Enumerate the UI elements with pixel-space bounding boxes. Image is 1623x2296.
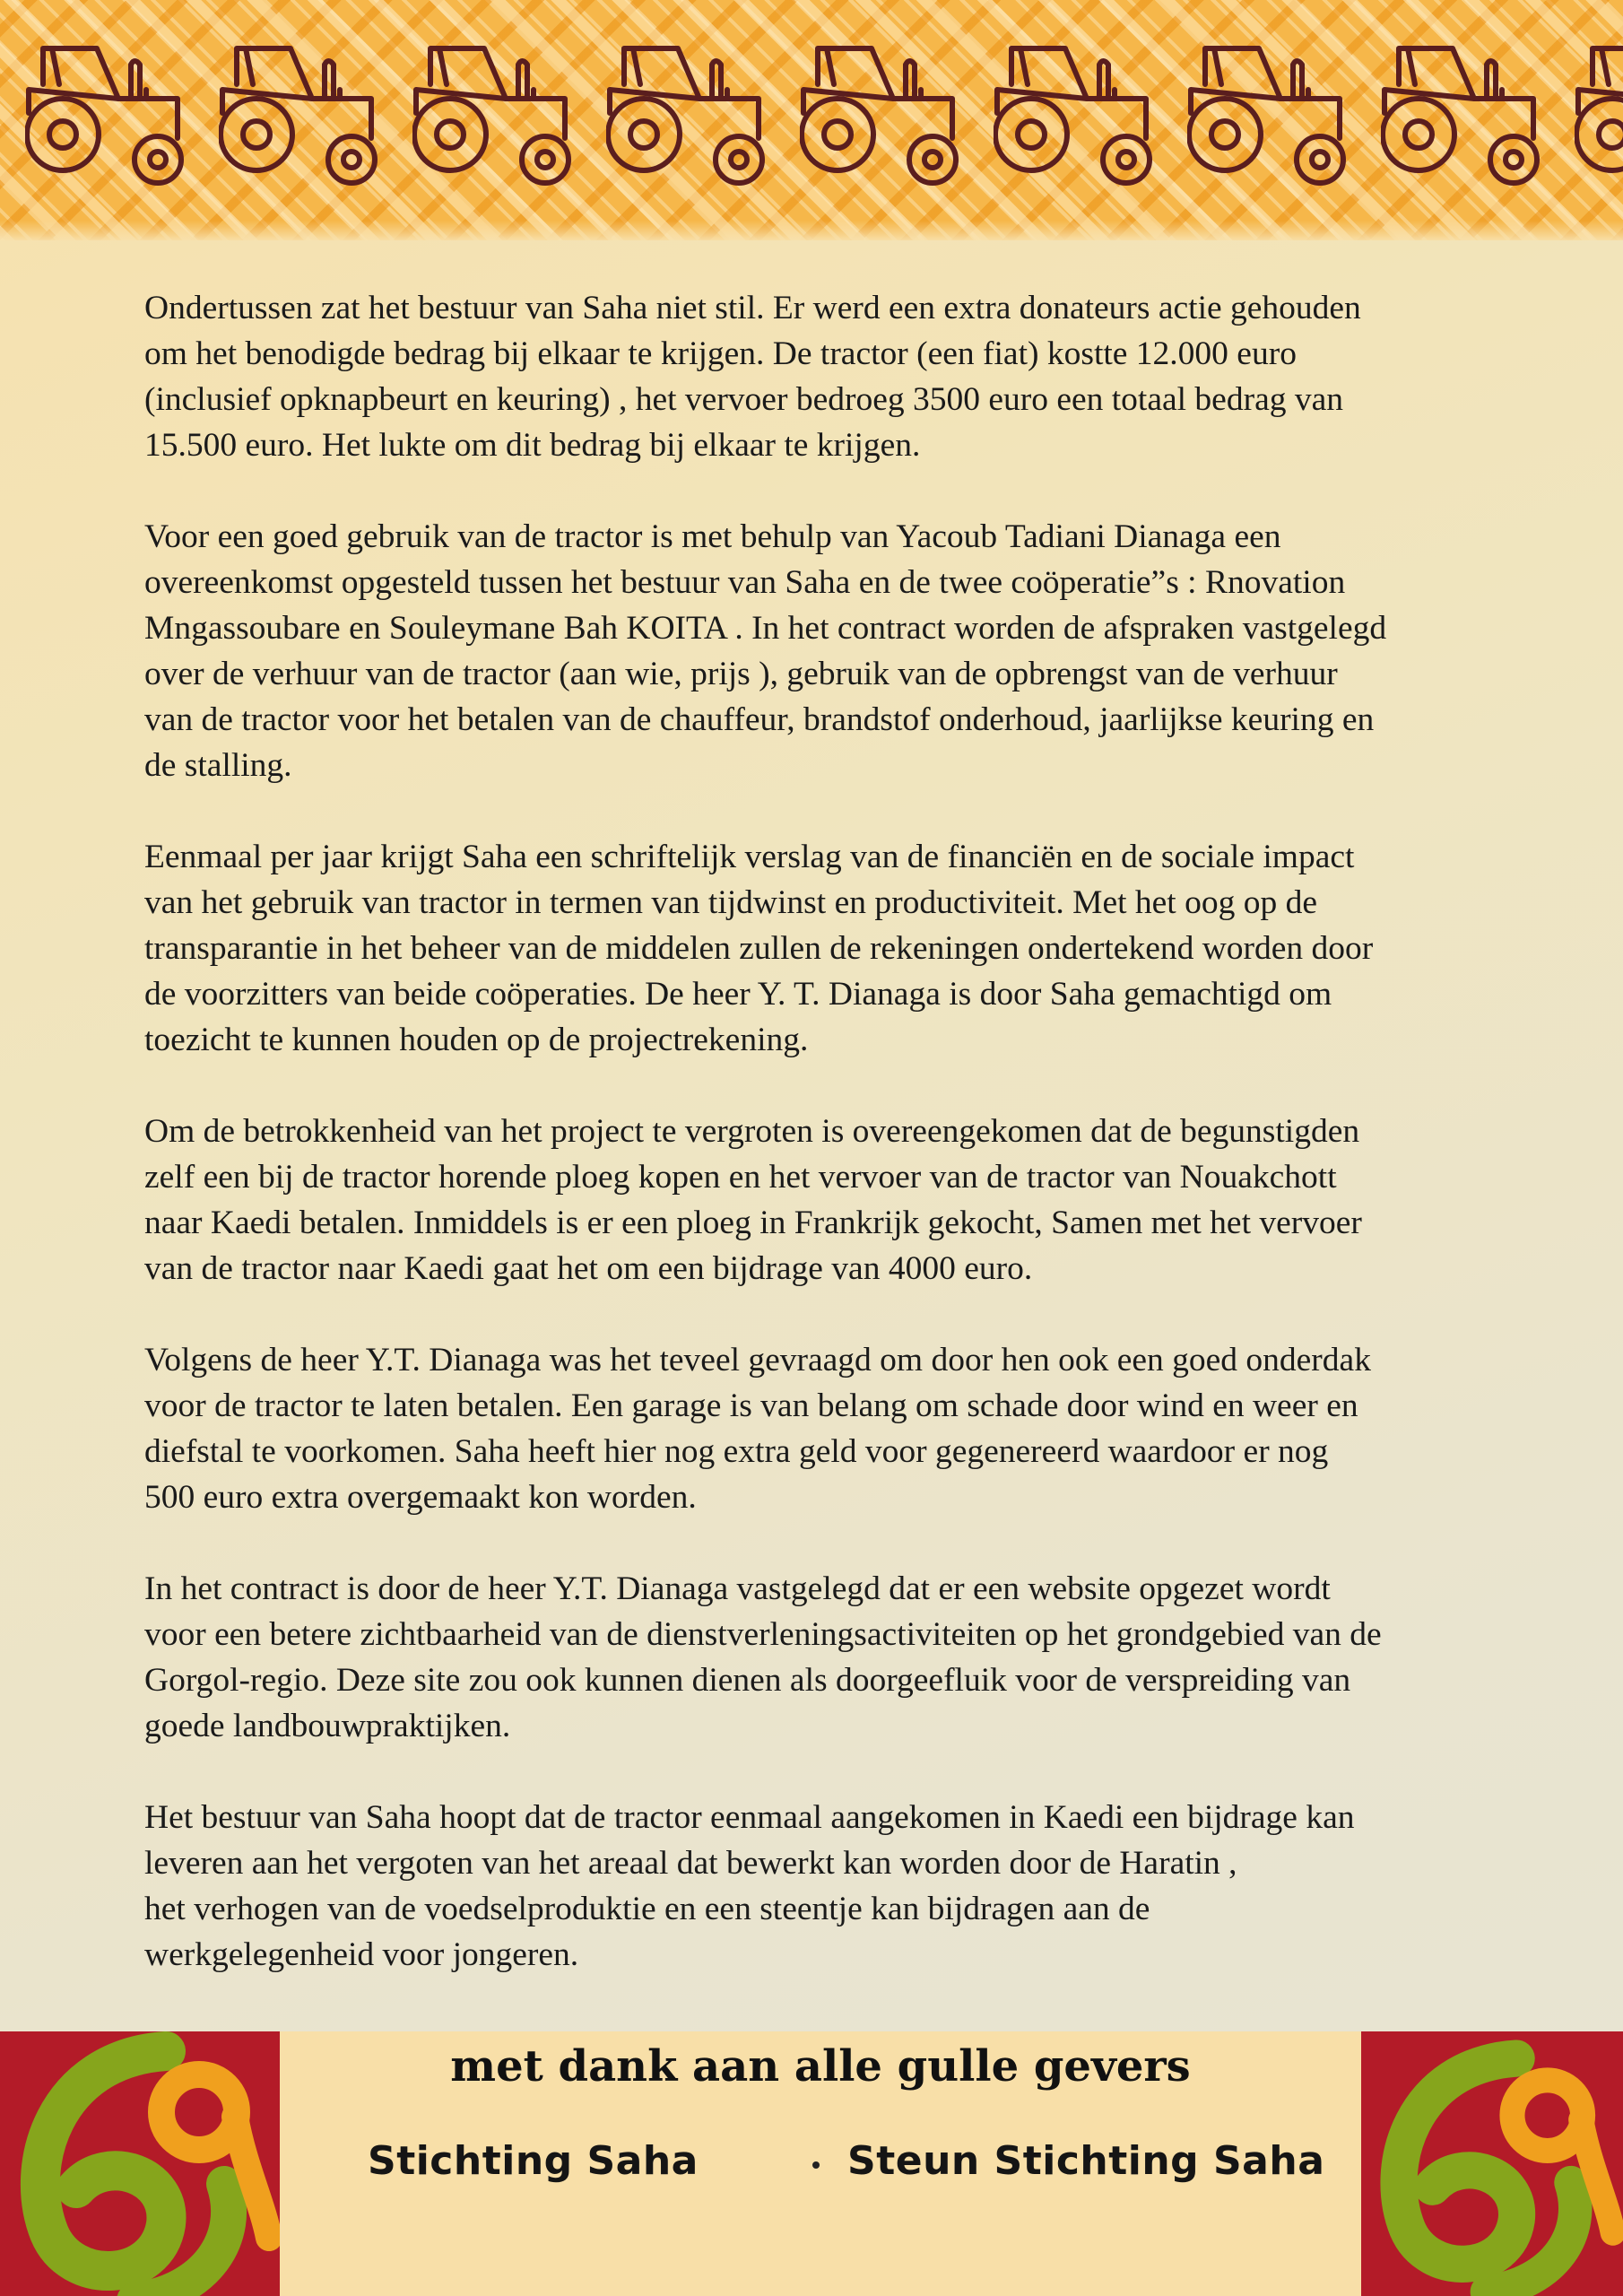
saha-logo-icon — [1361, 2031, 1623, 2296]
tractor-banner — [0, 0, 1623, 240]
tractor-icon — [25, 38, 190, 190]
article-body — [144, 285, 1570, 2023]
saha-logo-icon — [0, 2031, 280, 2296]
tractor-row — [0, 38, 1623, 190]
tractor-icon — [1381, 38, 1546, 190]
paragraph: Het bestuur van Saha hoopt dat de tractor eenmaal aangekomen in Kaedi een bijdrage kan leveren aan het vergoten van het areaal dat bewerkt kan worden door de Haratin , het verhogen van de voedselproduktie en een steentje kan bijdragen aan de werkgelegenheid voor jongeren. — [144, 1799, 1355, 1973]
tractor-icon — [219, 38, 384, 190]
tractor-icon — [1575, 38, 1623, 190]
paragraph: In het contract is door de heer Y.T. Dianaga vastgelegd dat er een website opgezet wordt voor een betere zichtbaarheid van de dienstverleningsactiviteiten op het grondgebied van de Gorgol-regio. Deze site zou ook kunnen dienen als doorgeefluik voor de verspreiding van goede landbouwpraktijken. — [144, 1570, 1382, 1744]
tractor-icon — [800, 38, 965, 190]
thanks-heading: met dank aan alle gulle gevers — [450, 2041, 1191, 2092]
brand-name: Stichting Saha — [368, 2138, 699, 2184]
brand-tagline — [812, 2138, 1324, 2184]
tractor-icon — [412, 38, 577, 190]
paragraph: Ondertussen zat het bestuur van Saha niet stil. Er werd een extra donateurs actie gehouden om het benodigde bedrag bij elkaar te krijgen. De tractor (een fiat) kostte 12.000 euro (inclusief opknapbeurt en keuring) , het vervoer bedroeg 3500 euro een totaal bedrag van 15.500 euro. Het lukte om dit bedrag bij elkaar te krijgen. — [144, 290, 1361, 464]
tractor-icon — [994, 38, 1159, 190]
tractor-icon — [1187, 38, 1352, 190]
brand-tagline-label: Steun Stichting Saha — [847, 2138, 1325, 2184]
paragraph: Volgens de heer Y.T. Dianaga was het teveel gevraagd om door hen ook een goed onderdak voor de tractor te laten betalen. Een garage is van belang om schade door wind en weer en diefstal te voorkomen. Saha heeft hier nog extra geld voor gegenereerd waardoor er nog 500 euro extra overgemaakt kon worden. — [144, 1342, 1371, 1516]
paragraph: Voor een goed gebruik van de tractor is met behulp van Yacoub Tadiani Dianaga een overeenkomst opgesteld tussen het bestuur van Saha en de twee coöperatie”s : Rnovation Mngassoubare en Souleymane Bah KOITA . In het contract worden de afspraken vastgelegd over de verhuur van de tractor (aan wie, prijs ), gebruik van de opbrengst van de verhuur van de tractor voor het betalen van de chauffeur, brandstof onderhoud, jaarlijkse keuring en de stalling. — [144, 518, 1387, 784]
tractor-icon — [606, 38, 771, 190]
paragraph: Om de betrokkenheid van het project te vergroten is overeengekomen dat de begunstigden zelf een bij de tractor horende ploeg kopen en het vervoer van de tractor van Nouakchott naar Kaedi betalen. Inmiddels is er een ploeg in Frankrijk gekocht, Samen met het vervoer van de tractor naar Kaedi gaat het om een bijdrage van 4000 euro. — [144, 1113, 1362, 1287]
paragraph: Eenmaal per jaar krijgt Saha een schriftelijk verslag van de financiën en de sociale impact van het gebruik van tractor in termen van tijdwinst en productiviteit. Met het oog op de transparantie in het beheer van de middelen zullen de rekeningen ondertekend worden door de voorzitters van beide coöperaties. De heer Y. T. Dianaga is door Saha gemachtigd om toezicht te kunnen houden op de projectrekening. — [144, 839, 1374, 1058]
